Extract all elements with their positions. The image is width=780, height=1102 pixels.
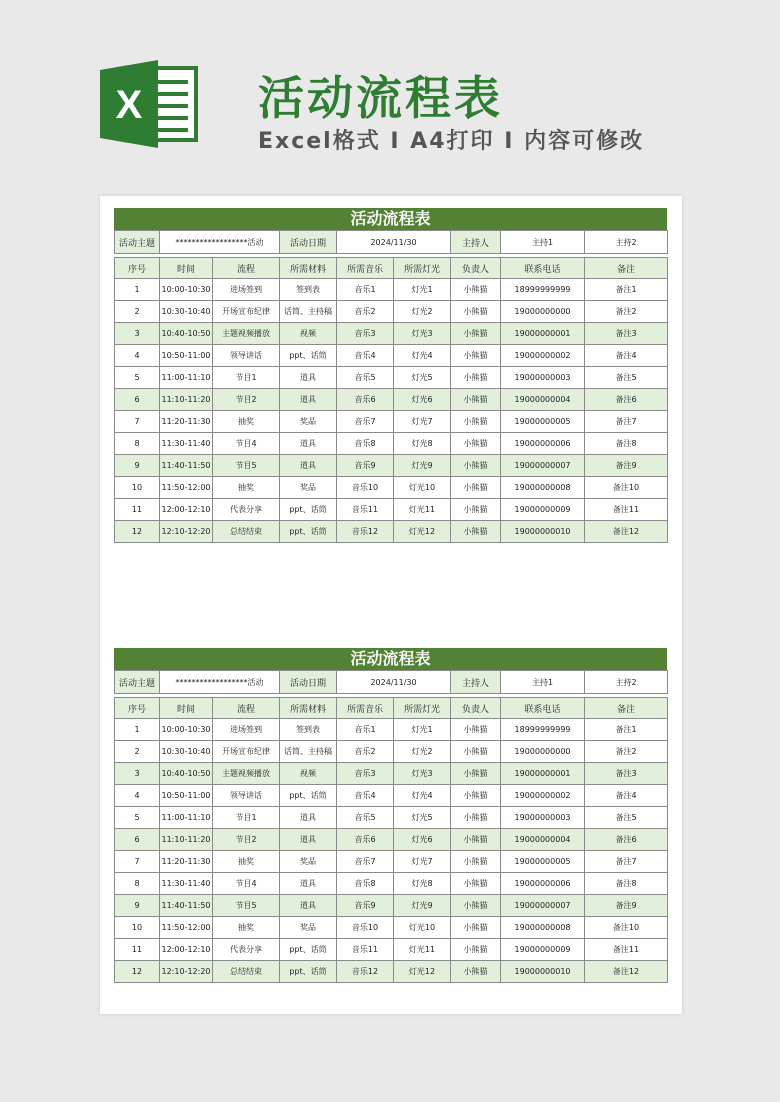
table-cell[interactable]: 19000000008 (501, 477, 585, 499)
date-label: 活动日期 (280, 231, 337, 254)
table-cell[interactable]: 11:10-11:20 (160, 829, 213, 851)
table-cell[interactable]: 19000000007 (501, 455, 585, 477)
table-cell[interactable]: 10:40-10:50 (160, 763, 213, 785)
page-title: 活动流程表 (258, 71, 503, 125)
table-cell[interactable]: 备注4 (585, 345, 668, 367)
table-cell[interactable]: 音乐6 (337, 389, 394, 411)
table-cell[interactable]: 备注5 (585, 807, 668, 829)
table-cell[interactable]: 1 (115, 719, 160, 741)
table-row (115, 345, 668, 367)
table-cell[interactable]: 19000000004 (501, 829, 585, 851)
table-cell[interactable]: 开场宣布纪律 (213, 741, 280, 763)
table-cell[interactable]: 19000000009 (501, 939, 585, 961)
table-cell[interactable]: 奖品 (280, 917, 337, 939)
table-cell[interactable]: 音乐7 (337, 411, 394, 433)
table-cell[interactable]: 小熊猫 (451, 301, 501, 323)
table-cell[interactable]: 10:00-10:30 (160, 279, 213, 301)
table-cell[interactable]: 视频 (280, 763, 337, 785)
table-cell[interactable]: 灯光12 (394, 521, 451, 543)
theme-value[interactable]: ******************活动 (160, 231, 280, 254)
table-row (115, 433, 668, 455)
table-cell[interactable]: 灯光10 (394, 917, 451, 939)
table-cell[interactable]: 9 (115, 455, 160, 477)
host-1[interactable]: 主持1 (501, 671, 585, 694)
table-cell[interactable]: 备注10 (585, 477, 668, 499)
table-cell[interactable]: 小熊猫 (451, 477, 501, 499)
table-cell[interactable]: 19000000001 (501, 323, 585, 345)
table-cell[interactable]: 备注10 (585, 917, 668, 939)
table-cell[interactable]: 备注9 (585, 455, 668, 477)
table-row (115, 323, 668, 345)
table-cell[interactable]: 5 (115, 807, 160, 829)
table-cell[interactable]: 小熊猫 (451, 521, 501, 543)
table-cell[interactable]: 灯光2 (394, 301, 451, 323)
table-cell[interactable]: 灯光3 (394, 323, 451, 345)
column-header: 所需灯光 (394, 698, 451, 719)
table-cell[interactable]: 7 (115, 411, 160, 433)
host-2[interactable]: 主持2 (585, 671, 668, 694)
column-header: 流程 (213, 258, 280, 279)
table-cell[interactable]: 音乐3 (337, 763, 394, 785)
table-cell[interactable]: 音乐7 (337, 851, 394, 873)
table-cell[interactable]: 音乐4 (337, 345, 394, 367)
table-cell[interactable]: 领导讲话 (213, 345, 280, 367)
table-cell[interactable]: 音乐1 (337, 279, 394, 301)
table-cell[interactable]: 备注8 (585, 433, 668, 455)
table-cell[interactable]: 19000000006 (501, 433, 585, 455)
table-cell[interactable]: 19000000004 (501, 389, 585, 411)
table-cell[interactable]: 7 (115, 851, 160, 873)
page-subtitle: Excel格式 I A4打印 I 内容可修改 (258, 129, 645, 154)
table-cell[interactable]: 音乐4 (337, 785, 394, 807)
table-cell[interactable]: 节目1 (213, 367, 280, 389)
info-row (115, 671, 668, 694)
theme-label: 活动主题 (115, 671, 160, 694)
table-cell[interactable]: 备注1 (585, 719, 668, 741)
table-cell[interactable]: 总结结束 (213, 961, 280, 983)
table-cell[interactable]: 19000000001 (501, 763, 585, 785)
table-cell[interactable]: 19000000003 (501, 807, 585, 829)
table-cell[interactable]: 抽奖 (213, 477, 280, 499)
column-header-row (115, 698, 668, 719)
schedule-table (114, 670, 668, 983)
table-cell[interactable]: 音乐11 (337, 499, 394, 521)
table-cell[interactable]: 4 (115, 345, 160, 367)
table-cell[interactable]: 节目2 (213, 389, 280, 411)
table-cell[interactable]: 10 (115, 917, 160, 939)
table-row (115, 499, 668, 521)
schedule-table (114, 230, 668, 543)
table-cell[interactable]: 音乐9 (337, 895, 394, 917)
column-header: 流程 (213, 698, 280, 719)
table-cell[interactable]: 19000000008 (501, 917, 585, 939)
theme-label: 活动主题 (115, 231, 160, 254)
table-cell[interactable]: 12:10-12:20 (160, 961, 213, 983)
host-label: 主持人 (451, 231, 501, 254)
table-cell[interactable]: ppt、话筒 (280, 961, 337, 983)
table-cell[interactable]: 11:40-11:50 (160, 895, 213, 917)
table-cell[interactable]: 小熊猫 (451, 785, 501, 807)
table-cell[interactable]: 节目5 (213, 455, 280, 477)
table-cell[interactable]: 12 (115, 961, 160, 983)
table-cell[interactable]: 11:50-12:00 (160, 917, 213, 939)
table-cell[interactable]: 小熊猫 (451, 455, 501, 477)
table-cell[interactable]: 音乐2 (337, 741, 394, 763)
column-header: 负责人 (451, 258, 501, 279)
table-cell[interactable]: 节目2 (213, 829, 280, 851)
table-cell[interactable]: 19000000005 (501, 851, 585, 873)
table-cell[interactable]: 11:20-11:30 (160, 851, 213, 873)
table-cell[interactable]: 签到表 (280, 279, 337, 301)
table-cell[interactable]: 奖品 (280, 411, 337, 433)
table-cell[interactable]: 奖品 (280, 477, 337, 499)
table-cell[interactable]: 话筒、主持稿 (280, 301, 337, 323)
table-cell[interactable]: 备注3 (585, 323, 668, 345)
table-row (115, 279, 668, 301)
column-header: 备注 (585, 258, 668, 279)
table-cell[interactable]: 10:30-10:40 (160, 301, 213, 323)
table-cell[interactable]: 灯光1 (394, 279, 451, 301)
table-cell[interactable]: ppt、话筒 (280, 521, 337, 543)
schedule-sheet-2 (114, 648, 667, 983)
column-header: 序号 (115, 258, 160, 279)
table-cell[interactable]: 音乐8 (337, 873, 394, 895)
table-cell[interactable]: 音乐5 (337, 367, 394, 389)
table-cell[interactable]: 总结结束 (213, 521, 280, 543)
table-cell[interactable]: 19000000010 (501, 961, 585, 983)
table-cell[interactable]: 音乐8 (337, 433, 394, 455)
table-row (115, 455, 668, 477)
table-cell[interactable]: 12 (115, 521, 160, 543)
table-cell[interactable]: 小熊猫 (451, 829, 501, 851)
table-cell[interactable]: 11:30-11:40 (160, 873, 213, 895)
column-header: 备注 (585, 698, 668, 719)
column-header: 所需材料 (280, 698, 337, 719)
table-cell[interactable]: 备注1 (585, 279, 668, 301)
table-cell[interactable]: 灯光7 (394, 411, 451, 433)
column-header: 负责人 (451, 698, 501, 719)
table-cell[interactable]: 19000000002 (501, 785, 585, 807)
column-header: 时间 (160, 258, 213, 279)
host-label: 主持人 (451, 671, 501, 694)
table-cell[interactable]: 小熊猫 (451, 873, 501, 895)
table-cell[interactable]: 18999999999 (501, 719, 585, 741)
table-cell[interactable]: 音乐1 (337, 719, 394, 741)
table-cell[interactable]: 灯光11 (394, 499, 451, 521)
table-cell[interactable]: 12:00-12:10 (160, 499, 213, 521)
column-header: 所需材料 (280, 258, 337, 279)
table-cell[interactable]: 10:00-10:30 (160, 719, 213, 741)
table-row (115, 829, 668, 851)
table-row (115, 807, 668, 829)
table-cell[interactable]: 灯光9 (394, 895, 451, 917)
table-cell[interactable]: 19000000000 (501, 301, 585, 323)
table-cell[interactable]: 10:30-10:40 (160, 741, 213, 763)
table-cell[interactable]: 音乐2 (337, 301, 394, 323)
table-cell[interactable]: 灯光6 (394, 389, 451, 411)
table-cell[interactable]: 备注2 (585, 301, 668, 323)
table-cell[interactable]: 10 (115, 477, 160, 499)
table-cell[interactable]: 11:30-11:40 (160, 433, 213, 455)
table-cell[interactable]: 小熊猫 (451, 895, 501, 917)
table-cell[interactable]: 主题视频播放 (213, 323, 280, 345)
table-cell[interactable]: 备注5 (585, 367, 668, 389)
table-row (115, 521, 668, 543)
table-cell[interactable]: 11:20-11:30 (160, 411, 213, 433)
table-cell[interactable]: 备注4 (585, 785, 668, 807)
table-cell[interactable]: 4 (115, 785, 160, 807)
host-1[interactable]: 主持1 (501, 231, 585, 254)
table-row (115, 873, 668, 895)
table-cell[interactable]: 小熊猫 (451, 323, 501, 345)
table-cell[interactable]: 8 (115, 433, 160, 455)
table-cell[interactable]: 2 (115, 301, 160, 323)
column-header: 联系电话 (501, 258, 585, 279)
table-cell[interactable]: 11:10-11:20 (160, 389, 213, 411)
table-cell[interactable]: 备注7 (585, 411, 668, 433)
table-cell[interactable]: 小熊猫 (451, 433, 501, 455)
table-cell[interactable]: 11:50-12:00 (160, 477, 213, 499)
table-cell[interactable]: 道具 (280, 829, 337, 851)
table-row (115, 851, 668, 873)
table-cell[interactable]: 抽奖 (213, 851, 280, 873)
table-cell[interactable]: 5 (115, 367, 160, 389)
table-cell[interactable]: 备注6 (585, 829, 668, 851)
table-cell[interactable]: 18999999999 (501, 279, 585, 301)
table-cell[interactable]: 3 (115, 323, 160, 345)
table-cell[interactable]: 灯光4 (394, 345, 451, 367)
table-cell[interactable]: 道具 (280, 367, 337, 389)
table-cell[interactable]: 备注6 (585, 389, 668, 411)
table-cell[interactable]: 小熊猫 (451, 961, 501, 983)
table-cell[interactable]: 灯光9 (394, 455, 451, 477)
table-cell[interactable]: 12:00-12:10 (160, 939, 213, 961)
table-cell[interactable]: 灯光11 (394, 939, 451, 961)
table-cell[interactable]: 音乐11 (337, 939, 394, 961)
table-cell[interactable]: 抽奖 (213, 917, 280, 939)
table-cell[interactable]: 主题视频播放 (213, 763, 280, 785)
table-cell[interactable]: 小熊猫 (451, 807, 501, 829)
table-cell[interactable]: 19000000003 (501, 367, 585, 389)
table-cell[interactable]: 音乐9 (337, 455, 394, 477)
table-cell[interactable]: 11:00-11:10 (160, 807, 213, 829)
table-row (115, 961, 668, 983)
table-cell[interactable]: 12:10-12:20 (160, 521, 213, 543)
table-cell[interactable]: 音乐3 (337, 323, 394, 345)
page-header (0, 0, 780, 190)
table-cell[interactable]: 小熊猫 (451, 763, 501, 785)
table-cell[interactable]: 音乐6 (337, 829, 394, 851)
table-cell[interactable]: 音乐5 (337, 807, 394, 829)
table-cell[interactable]: 道具 (280, 807, 337, 829)
table-cell[interactable]: ppt、话筒 (280, 785, 337, 807)
excel-logo-icon (100, 60, 200, 148)
table-cell[interactable]: 备注11 (585, 499, 668, 521)
info-row (115, 231, 668, 254)
table-cell[interactable]: 灯光10 (394, 477, 451, 499)
sheet-title: 活动流程表 (114, 648, 667, 670)
date-value[interactable]: 2024/11/30 (337, 231, 451, 254)
table-row (115, 389, 668, 411)
table-cell[interactable]: 节目1 (213, 807, 280, 829)
table-row (115, 411, 668, 433)
date-label: 活动日期 (280, 671, 337, 694)
table-cell[interactable]: 8 (115, 873, 160, 895)
table-cell[interactable]: 19000000005 (501, 411, 585, 433)
table-cell[interactable]: 领导讲话 (213, 785, 280, 807)
host-2[interactable]: 主持2 (585, 231, 668, 254)
table-cell[interactable]: 小熊猫 (451, 499, 501, 521)
table-cell[interactable]: 小熊猫 (451, 719, 501, 741)
table-cell[interactable]: 备注3 (585, 763, 668, 785)
table-cell[interactable]: 11 (115, 939, 160, 961)
table-cell[interactable]: 3 (115, 763, 160, 785)
table-cell[interactable]: 奖品 (280, 851, 337, 873)
table-cell[interactable]: 小熊猫 (451, 411, 501, 433)
table-cell[interactable]: 抽奖 (213, 411, 280, 433)
table-cell[interactable]: 节目5 (213, 895, 280, 917)
table-cell[interactable]: 音乐10 (337, 917, 394, 939)
table-row (115, 301, 668, 323)
table-cell[interactable]: 小熊猫 (451, 917, 501, 939)
table-cell[interactable]: 小熊猫 (451, 367, 501, 389)
table-cell[interactable]: 19000000002 (501, 345, 585, 367)
table-cell[interactable]: 视频 (280, 323, 337, 345)
table-row (115, 785, 668, 807)
table-cell[interactable]: 音乐12 (337, 961, 394, 983)
table-row (115, 763, 668, 785)
document-paper (100, 196, 682, 1014)
table-cell[interactable]: 1 (115, 279, 160, 301)
column-header: 所需音乐 (337, 258, 394, 279)
table-cell[interactable]: 小熊猫 (451, 279, 501, 301)
table-cell[interactable]: 备注12 (585, 521, 668, 543)
table-cell[interactable]: 灯光12 (394, 961, 451, 983)
table-cell[interactable]: 灯光4 (394, 785, 451, 807)
table-cell[interactable]: 灯光1 (394, 719, 451, 741)
table-cell[interactable]: 10:40-10:50 (160, 323, 213, 345)
column-header-row (115, 258, 668, 279)
table-cell[interactable]: 备注12 (585, 961, 668, 983)
column-header: 序号 (115, 698, 160, 719)
table-row (115, 895, 668, 917)
table-cell[interactable]: 代表分享 (213, 939, 280, 961)
table-cell[interactable]: 音乐12 (337, 521, 394, 543)
table-cell[interactable]: 6 (115, 829, 160, 851)
table-cell[interactable]: 道具 (280, 455, 337, 477)
table-cell[interactable]: ppt、话筒 (280, 499, 337, 521)
column-header: 所需音乐 (337, 698, 394, 719)
table-row (115, 939, 668, 961)
table-cell[interactable]: 2 (115, 741, 160, 763)
table-cell[interactable]: 道具 (280, 873, 337, 895)
table-cell[interactable]: 10:50-11:00 (160, 785, 213, 807)
table-cell[interactable]: 小熊猫 (451, 345, 501, 367)
table-cell[interactable]: 备注2 (585, 741, 668, 763)
table-cell[interactable]: 6 (115, 389, 160, 411)
table-cell[interactable]: 11 (115, 499, 160, 521)
table-cell[interactable]: 备注9 (585, 895, 668, 917)
table-cell[interactable]: 灯光2 (394, 741, 451, 763)
table-cell[interactable]: 灯光7 (394, 851, 451, 873)
date-value[interactable]: 2024/11/30 (337, 671, 451, 694)
sheet-title: 活动流程表 (114, 208, 667, 230)
table-row (115, 741, 668, 763)
table-cell[interactable]: 19000000006 (501, 873, 585, 895)
table-cell[interactable]: 代表分享 (213, 499, 280, 521)
table-cell[interactable]: 备注7 (585, 851, 668, 873)
table-cell[interactable]: 备注11 (585, 939, 668, 961)
schedule-sheet-1 (114, 208, 667, 543)
table-cell[interactable]: 灯光6 (394, 829, 451, 851)
table-cell[interactable]: 小熊猫 (451, 851, 501, 873)
table-cell[interactable]: 节目4 (213, 873, 280, 895)
table-cell[interactable]: 9 (115, 895, 160, 917)
table-cell[interactable]: ppt、话筒 (280, 939, 337, 961)
table-cell[interactable]: 话筒、主持稿 (280, 741, 337, 763)
table-cell[interactable]: 19000000000 (501, 741, 585, 763)
table-cell[interactable]: 11:40-11:50 (160, 455, 213, 477)
table-cell[interactable]: 灯光5 (394, 367, 451, 389)
table-cell[interactable]: 小熊猫 (451, 741, 501, 763)
table-cell[interactable]: 10:50-11:00 (160, 345, 213, 367)
column-header: 所需灯光 (394, 258, 451, 279)
table-cell[interactable]: 开场宣布纪律 (213, 301, 280, 323)
table-cell[interactable]: 19000000010 (501, 521, 585, 543)
theme-value[interactable]: ******************活动 (160, 671, 280, 694)
table-cell[interactable]: 19000000007 (501, 895, 585, 917)
table-cell[interactable]: 灯光3 (394, 763, 451, 785)
table-cell[interactable]: 节目4 (213, 433, 280, 455)
table-cell[interactable]: 进场签到 (213, 719, 280, 741)
table-cell[interactable]: 灯光8 (394, 433, 451, 455)
table-cell[interactable]: 备注8 (585, 873, 668, 895)
table-cell[interactable]: 灯光5 (394, 807, 451, 829)
table-cell[interactable]: 道具 (280, 389, 337, 411)
column-header: 时间 (160, 698, 213, 719)
table-cell[interactable]: 11:00-11:10 (160, 367, 213, 389)
table-cell[interactable]: 19000000009 (501, 499, 585, 521)
table-row (115, 367, 668, 389)
column-header: 联系电话 (501, 698, 585, 719)
table-row (115, 917, 668, 939)
table-cell[interactable]: 音乐10 (337, 477, 394, 499)
table-row (115, 719, 668, 741)
table-row (115, 477, 668, 499)
table-cell[interactable]: 签到表 (280, 719, 337, 741)
table-cell[interactable]: 小熊猫 (451, 939, 501, 961)
logo-letter: X (115, 83, 143, 127)
table-cell[interactable]: 小熊猫 (451, 389, 501, 411)
table-cell[interactable]: ppt、话筒 (280, 345, 337, 367)
table-cell[interactable]: 灯光8 (394, 873, 451, 895)
table-cell[interactable]: 道具 (280, 895, 337, 917)
table-cell[interactable]: 进场签到 (213, 279, 280, 301)
table-cell[interactable]: 道具 (280, 433, 337, 455)
